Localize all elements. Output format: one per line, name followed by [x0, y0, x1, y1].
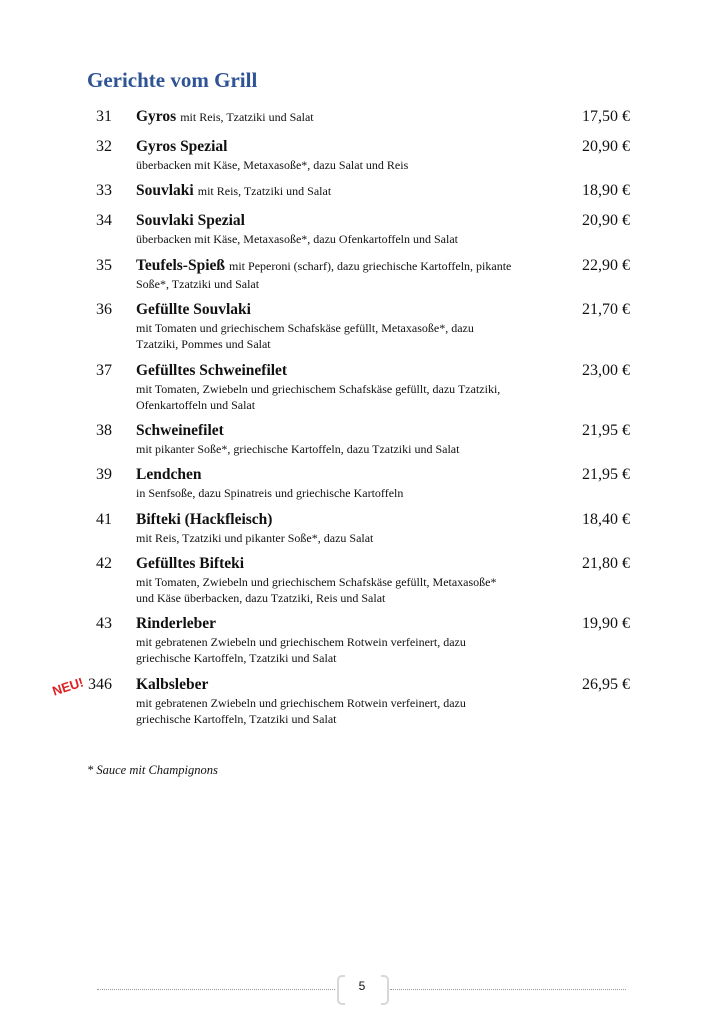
item-name: Kalbsleber [136, 676, 209, 693]
item-number: 38 [96, 422, 112, 439]
item-price: 21,95 € [582, 466, 630, 483]
item-description: griechische Kartoffeln, Tzatziki und Salat [136, 651, 337, 665]
item-price: 17,50 € [582, 108, 630, 125]
item-title-line [136, 256, 566, 276]
item-price: 18,90 € [582, 182, 630, 199]
item-description: mit Reis, Tzatziki und pikanter Soße*, dazu Salat [136, 531, 374, 545]
item-name: Souvlaki [136, 182, 194, 199]
item-description: mit Tomaten, Zwiebeln und griechischem Schafskäse gefüllt, Metaxasoße* [136, 575, 497, 589]
item-body [136, 256, 566, 292]
item-number: 34 [96, 212, 112, 229]
item-name: Teufels-Spieß [136, 257, 226, 274]
item-number: 37 [96, 362, 112, 379]
item-title-line [136, 614, 566, 634]
item-number: 346 [88, 676, 112, 693]
item-name: Rinderleber [136, 615, 217, 632]
footnote: * Sauce mit Champignons [87, 763, 218, 777]
item-number: 42 [96, 555, 112, 572]
item-price: 26,95 € [582, 676, 630, 693]
item-body [136, 421, 566, 457]
item-price: 22,90 € [582, 257, 630, 274]
item-description-inline: mit Reis, Tzatziki und Salat [180, 110, 314, 124]
item-number: 39 [96, 466, 112, 483]
item-description: mit gebratenen Zwiebeln und griechischem Rotwein verfeinert, dazu [136, 635, 466, 649]
item-body [136, 361, 566, 413]
item-title-line [136, 137, 566, 157]
item-title-line [136, 181, 566, 201]
item-number: 33 [96, 182, 112, 199]
item-name: Gefülltes Bifteki [136, 555, 245, 572]
item-body [136, 181, 566, 201]
item-name: Lendchen [136, 466, 202, 483]
item-title-line [136, 421, 566, 441]
item-description: griechische Kartoffeln, Tzatziki und Salat [136, 712, 337, 726]
item-body [136, 137, 566, 173]
item-number: 41 [96, 511, 112, 528]
footer-divider-right [390, 989, 626, 990]
item-body [136, 675, 566, 727]
item-name: Bifteki (Hackfleisch) [136, 511, 273, 528]
item-name: Gefülltes Schweinefilet [136, 362, 288, 379]
item-name: Souvlaki Spezial [136, 212, 245, 229]
item-title-line [136, 300, 566, 320]
item-price: 21,70 € [582, 301, 630, 318]
item-description: Soße*, Tzatziki und Salat [136, 277, 260, 291]
item-description: Ofenkartoffeln und Salat [136, 398, 256, 412]
item-price: 21,95 € [582, 422, 630, 439]
item-title-line [136, 510, 566, 530]
item-body [136, 211, 566, 247]
item-body [136, 554, 566, 606]
item-title-line [136, 211, 566, 231]
page-title: Gerichte vom Grill [87, 68, 258, 92]
item-description: Tzatziki, Pommes und Salat [136, 337, 271, 351]
item-price: 20,90 € [582, 138, 630, 155]
item-body [136, 465, 566, 501]
item-body [136, 614, 566, 666]
item-name: Schweinefilet [136, 422, 224, 439]
item-title-line [136, 675, 566, 695]
item-description: überbacken mit Käse, Metaxasoße*, dazu Ofenkartoffeln und Salat [136, 232, 458, 246]
item-price: 18,40 € [582, 511, 630, 528]
item-body [136, 510, 566, 546]
item-description: mit Tomaten und griechischem Schafskäse gefüllt, Metaxasoße*, dazu [136, 321, 474, 335]
footer-divider-left [97, 989, 335, 990]
item-title-line [136, 554, 566, 574]
item-name: Gyros [136, 108, 177, 125]
item-number: 32 [96, 138, 112, 155]
item-title-line [136, 107, 566, 127]
item-name: Gyros Spezial [136, 138, 228, 155]
item-price: 23,00 € [582, 362, 630, 379]
item-body [136, 107, 566, 127]
item-description: überbacken mit Käse, Metaxasoße*, dazu Salat und Reis [136, 158, 409, 172]
item-price: 19,90 € [582, 615, 630, 632]
new-badge: NEU! [50, 674, 86, 699]
item-description: mit Tomaten, Zwiebeln und griechischem Schafskäse gefüllt, dazu Tzatziki, [136, 382, 501, 396]
item-price: 21,80 € [582, 555, 630, 572]
item-title-line [136, 361, 566, 381]
item-description-inline: mit Reis, Tzatziki und Salat [197, 184, 332, 198]
item-name: Gefüllte Souvlaki [136, 301, 251, 318]
item-number: 31 [96, 108, 112, 125]
item-description: in Senfsoße, dazu Spinatreis und griechische Kartoffeln [136, 486, 404, 500]
page-number: 5 [358, 979, 366, 993]
item-body [136, 300, 566, 352]
item-number: 36 [96, 301, 112, 318]
item-title-line [136, 465, 566, 485]
item-price: 20,90 € [582, 212, 630, 229]
item-description: mit gebratenen Zwiebeln und griechischem Rotwein verfeinert, dazu [136, 696, 466, 710]
item-number: 35 [96, 257, 112, 274]
item-description: und Käse überbacken, dazu Tzatziki, Reis und Salat [136, 591, 386, 605]
item-description: mit pikanter Soße*, griechische Kartoffeln, dazu Tzatziki und Salat [136, 442, 460, 456]
item-description-inline: mit Peperoni (scharf), dazu griechische Kartoffeln, pikante [229, 259, 512, 273]
page-bracket-right [381, 975, 389, 1005]
item-number: 43 [96, 615, 112, 632]
